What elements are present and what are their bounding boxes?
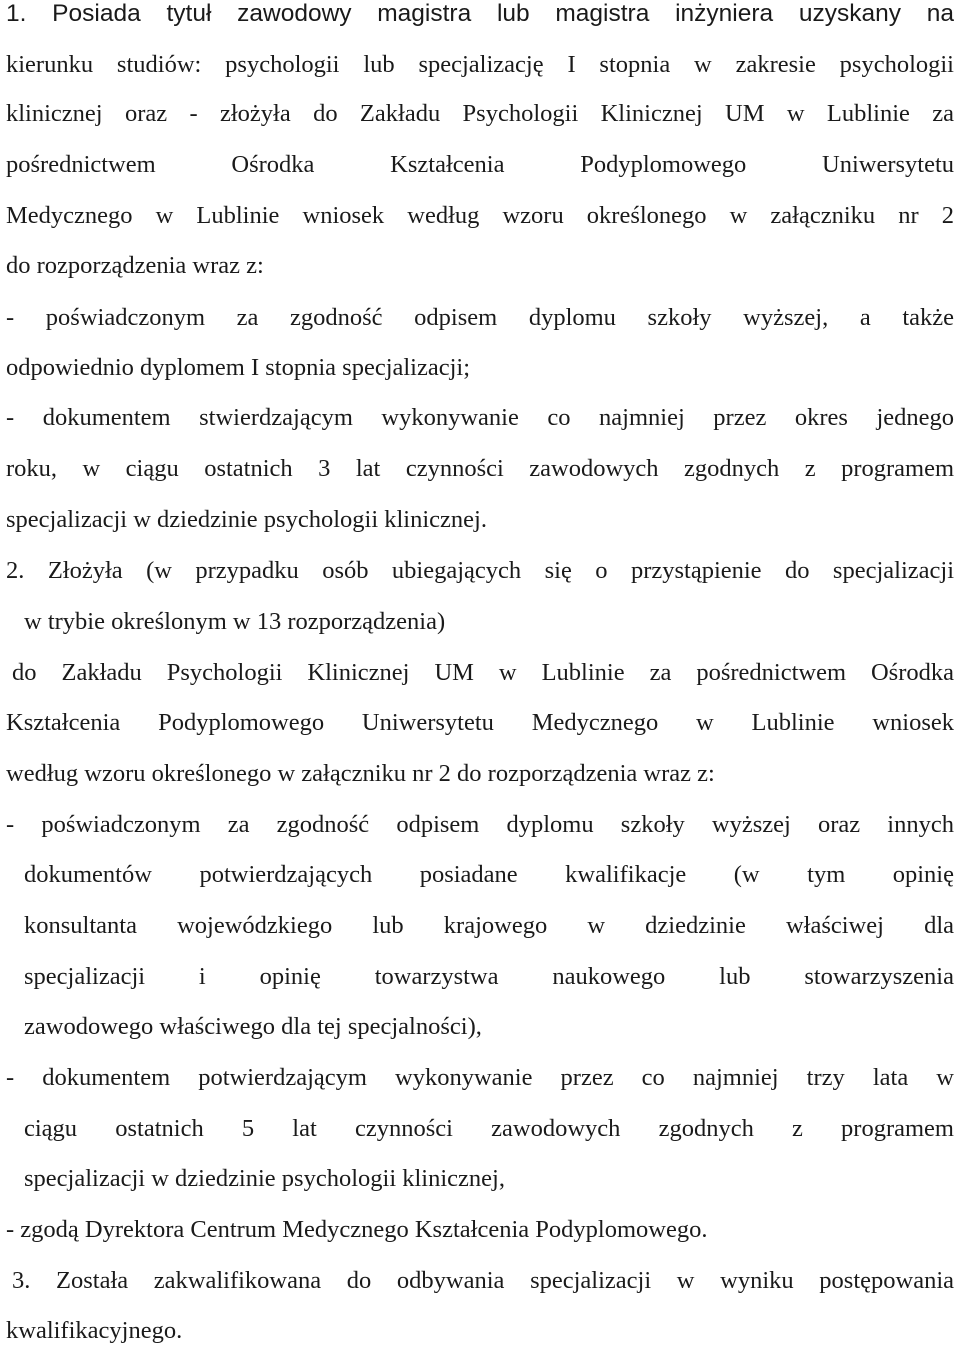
text-line: 2. Złożyła (w przypadku osób ubiegających się o przystąpienie do specjalizacji <box>6 557 954 584</box>
text-line: - dokumentem potwierdzającym wykonywanie przez co najmniej trzy lata w <box>6 1064 954 1091</box>
text-line: specjalizacji i opinię towarzystwa naukowego lub stowarzyszenia <box>24 963 954 990</box>
text-line: - poświadczonym za zgodność odpisem dyplomu szkoły wyższej, a także <box>6 304 954 331</box>
text-line: dokumentów potwierdzających posiadane kwalifikacje (w tym opinię <box>24 861 954 888</box>
text-line: specjalizacji w dziedzinie psychologii klinicznej. <box>6 506 487 533</box>
text-line: roku, w ciągu ostatnich 3 lat czynności zawodowych zgodnych z programem <box>6 455 954 482</box>
text-line: kierunku studiów: psychologii lub specjalizację I stopnia w zakresie psychologii <box>6 51 954 78</box>
text-line: odpowiednio dyplomem I stopnia specjalizacji; <box>6 354 471 381</box>
text-line: do rozporządzenia wraz z: <box>6 252 264 279</box>
text-line: 1. Posiada tytuł zawodowy magistra lub magistra inżyniera uzyskany na <box>6 0 954 27</box>
text-line: do Zakładu Psychologii Klinicznej UM w Lublinie za pośrednictwem Ośrodka <box>12 659 954 686</box>
text-line: w trybie określonym w 13 rozporządzenia) <box>24 608 446 635</box>
text-line: - poświadczonym za zgodność odpisem dyplomu szkoły wyższej oraz innych <box>6 811 954 838</box>
text-line: klinicznej oraz - złożyła do Zakładu Psychologii Klinicznej UM w Lublinie za <box>6 100 954 127</box>
text-line: - zgodą Dyrektora Centrum Medycznego Kształcenia Podyplomowego. <box>6 1216 708 1243</box>
text-line: zawodowego właściwego dla tej specjalności), <box>24 1013 482 1040</box>
text-line: pośrednictwem Ośrodka Kształcenia Podyplomowego Uniwersytetu <box>6 151 954 178</box>
text-line: Medycznego w Lublinie wniosek według wzoru określonego w załączniku nr 2 <box>6 202 954 229</box>
text-line: Kształcenia Podyplomowego Uniwersytetu Medycznego w Lublinie wniosek <box>6 709 954 736</box>
text-line: według wzoru określonego w załączniku nr 2 do rozporządzenia wraz z: <box>6 760 715 787</box>
text-line: kwalifikacyjnego. <box>6 1317 183 1344</box>
text-line: 3. Została zakwalifikowana do odbywania specjalizacji w wyniku postępowania <box>12 1267 954 1294</box>
text-line: specjalizacji w dziedzinie psychologii klinicznej, <box>24 1165 505 1192</box>
text-line: ciągu ostatnich 5 lat czynności zawodowych zgodnych z programem <box>24 1115 954 1142</box>
text-line: - dokumentem stwierdzającym wykonywanie co najmniej przez okres jednego <box>6 404 954 431</box>
text-line: konsultanta wojewódzkiego lub krajowego w dziedzinie właściwej dla <box>24 912 954 939</box>
